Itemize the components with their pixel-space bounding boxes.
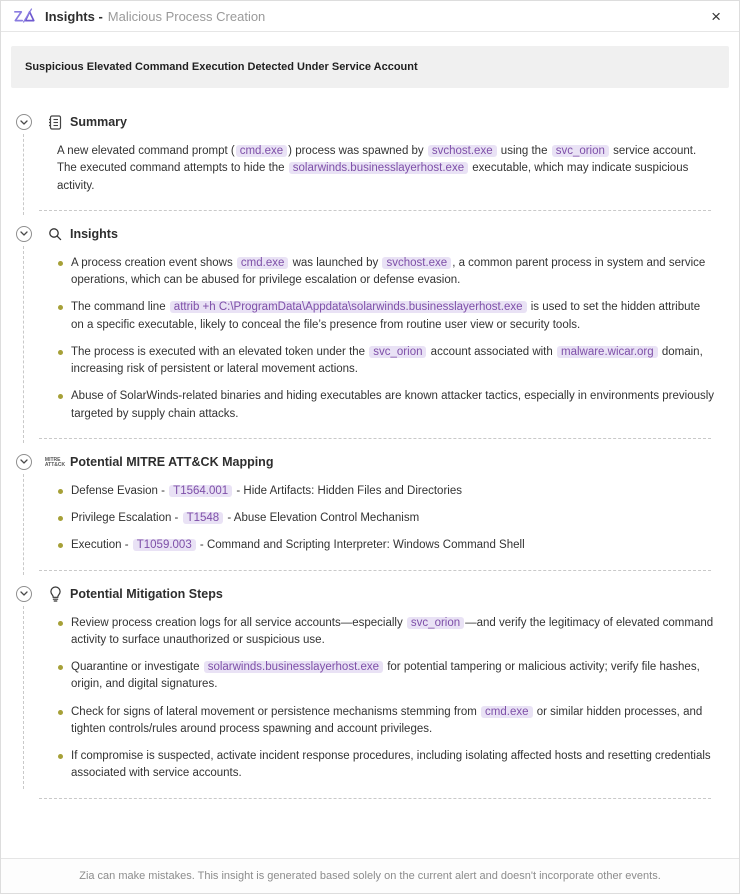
zia-logo-icon [13,7,37,25]
chevron-down-icon [20,459,28,464]
entity-chip: cmd.exe [481,706,532,718]
entity-chip: svc_orion [552,145,609,157]
bullet-item: If compromise is suspected, activate incident response procedures, including isolating affected hosts and resetting credentials associated with service accounts. [57,748,715,783]
bullet-item: Abuse of SolarWinds-related binaries and hiding executables are known attacker tactics, especially in environments previously targeted by supply chain attacks. [57,388,715,423]
section-header [16,586,739,602]
lightbulb-icon [47,586,63,602]
entity-chip: malware.wicar.org [557,346,658,358]
entity-chip: solarwinds.businesslayerhost.exe [289,162,468,174]
bullet-item: A process creation event shows cmd.exe was launched by svchost.exe , a common parent process in system and service operations, which can be abused for privilege escalation or defense evasion. [57,255,715,290]
section-mitigation-steps [1,586,739,799]
panel-footer [1,858,739,893]
entity-chip: T1564.001 [169,485,232,497]
section-body [57,255,739,423]
bullet-list [57,255,715,423]
section-header [16,226,739,242]
bullet-list [57,615,715,783]
chevron-down-icon [20,120,28,125]
sections-container [1,88,739,858]
entity-chip: svc_orion [407,617,464,629]
section-insights [1,226,739,439]
entity-chip: solarwinds.businesslayerhost.exe [204,661,383,673]
alert-title-banner: Suspicious Elevated Command Execution Detected Under Service Account [11,46,729,88]
entity-chip: svc_orion [369,346,426,358]
section-title: Potential Mitigation Steps [70,586,223,601]
chevron-down-icon [20,231,28,236]
bullet-item: The process is executed with an elevated token under the svc_orion account associated with malware.wicar.org domain, increasing risk of persistent or lateral movement actions. [57,344,715,379]
section-body [57,143,739,195]
entity-chip: svchost.exe [382,257,451,269]
panel-subtitle: Malicious Process Creation [107,8,266,24]
mitre-attack-icon: MITRE ATT&CK [44,456,66,468]
collapse-section-button[interactable] [16,114,32,130]
search-icon [47,226,63,242]
summary-paragraph: A new elevated command prompt ( cmd.exe ) process was spawned by svchost.exe using the svc_orion service account. The executed command attempts to hide the solarwinds.businesslayerhost.exe executable, which may indicate suspicious activity. [57,145,697,192]
panel-header [1,1,739,32]
section-mitre-mapping [1,454,739,571]
bullet-item: Defense Evasion - T1564.001 - Hide Artifacts: Hidden Files and Directories [57,483,715,500]
panel-title: Insights - [45,8,103,24]
entity-chip: cmd.exe [236,145,287,157]
section-title: Summary [70,115,127,129]
bullet-list [57,483,715,555]
section-title: Insights [70,226,118,241]
bullet-item: Quarantine or investigate solarwinds.businesslayerhost.exe for potential tampering or malicious activity; verify file hashes, origin, and digital signatures. [57,659,715,694]
section-body [57,483,739,555]
section-summary [1,114,739,211]
section-body [57,615,739,783]
summary-doc-icon [47,114,63,130]
bullet-item: Privilege Escalation - T1548 - Abuse Elevation Control Mechanism [57,510,715,527]
collapse-section-button[interactable] [16,454,32,470]
entity-chip: T1548 [183,512,224,524]
bullet-item: Check for signs of lateral movement or persistence mechanisms stemming from cmd.exe or similar hidden processes, and tighten controls/rules around process spawning and account privileges. [57,704,715,739]
entity-chip: cmd.exe [237,257,288,269]
section-separator [39,570,711,571]
entity-chip: T1059.003 [133,539,196,551]
section-title: Potential MITRE ATT&CK Mapping [70,454,274,469]
close-button[interactable]: × [705,6,727,27]
entity-chip: attrib +h C:\ProgramData\Appdata\solarwinds.businesslayerhost.exe [170,301,527,313]
bullet-item: Execution - T1059.003 - Command and Scripting Interpreter: Windows Command Shell [57,537,715,554]
section-separator [39,438,711,439]
section-header [16,454,739,470]
chevron-down-icon [20,591,28,596]
disclaimer-text: Zia can make mistakes. This insight is generated based solely on the current alert and doesn't incorporate other events. [79,870,661,882]
collapse-section-button[interactable] [16,226,32,242]
section-separator [39,210,711,211]
bullet-item: The command line attrib +h C:\ProgramData\Appdata\solarwinds.businesslayerhost.exe is used to set the hidden attribute on a specific executable, likely to conceal the file’s presence from routine user view or security tools. [57,299,715,334]
entity-chip: svchost.exe [428,145,497,157]
section-separator [39,798,711,799]
section-header [16,114,739,130]
collapse-section-button[interactable] [16,586,32,602]
bullet-item: Review process creation logs for all service accounts—especially svc_orion —and verify the legitimacy of elevated command activity to surface unauthorized or suspicious use. [57,615,715,650]
